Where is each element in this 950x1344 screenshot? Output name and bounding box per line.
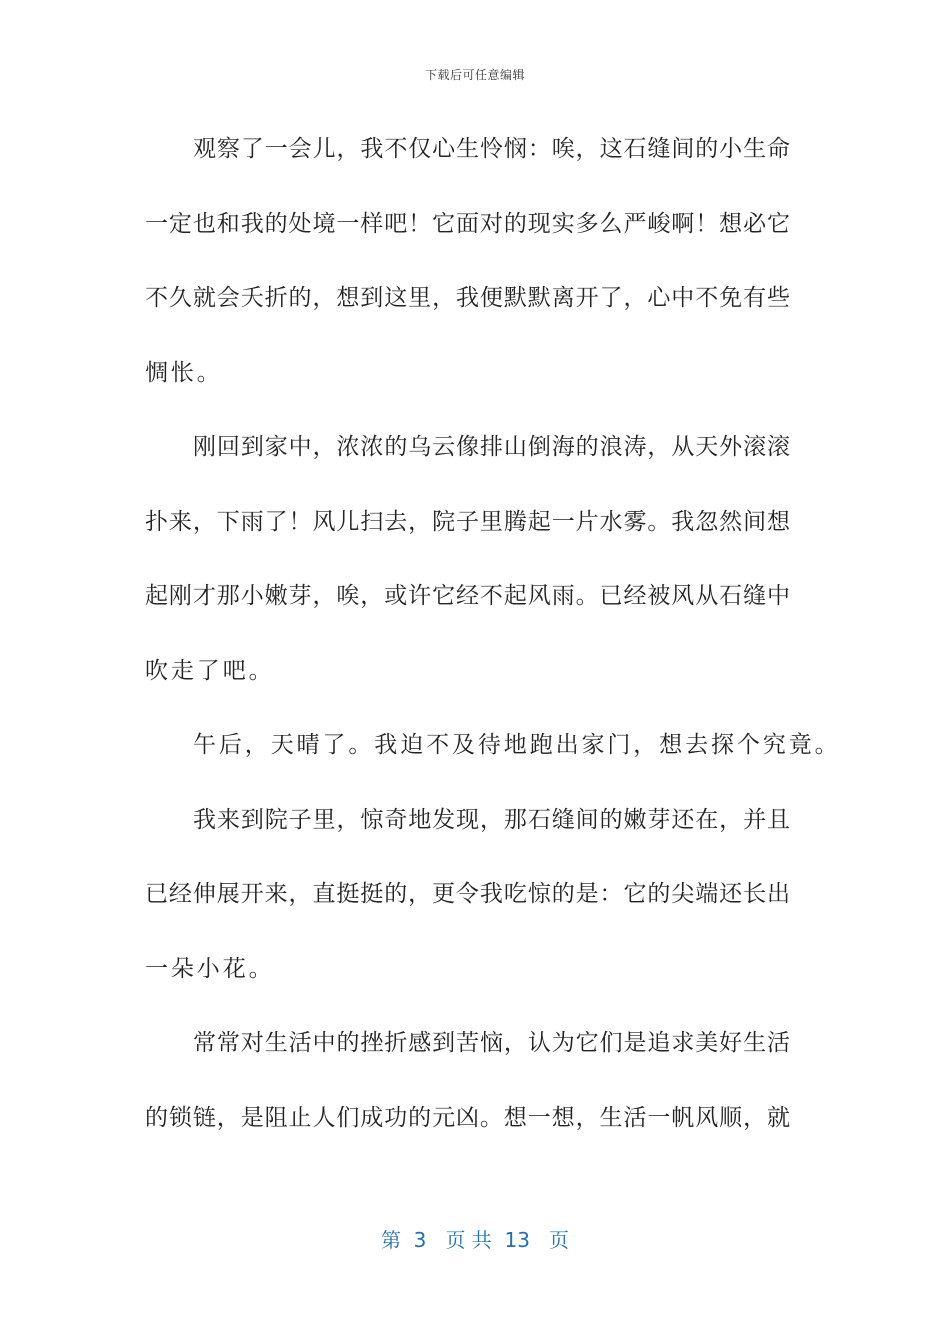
paragraph-line: 常常对生活中的挫折感到苦恼，认为它们是追求美好生活 [193, 1030, 790, 1056]
paragraph-line: 不久就会夭折的，想到这里，我便默默离开了，心中不免有些 [145, 285, 790, 311]
paragraph-line: 惆怅。 [145, 359, 223, 386]
paragraph-line: 已经伸展开来，直挺挺的，更令我吃惊的是：它的尖端还长出 [145, 881, 790, 907]
paragraph-line: 起刚才那小嫩芽，唉，或许它经不起风雨。已经被风从石缝中 [145, 583, 790, 609]
page-header-note: 下载后可任意编辑 [424, 68, 525, 82]
paragraph-line: 扑来，下雨了！风儿扫去，院子里腾起一片水雾。我忽然间想 [145, 508, 790, 535]
document-body [145, 112, 841, 1155]
paragraph-line: 吹走了吧。 [145, 657, 275, 684]
paragraph-line: 午后，天晴了。我迫不及待地跑出家门，想去探个究竟。 [193, 732, 841, 758]
paragraph-line: 一朵小花。 [145, 955, 275, 982]
paragraph-line: 刚回到家中，浓浓的乌云像排山倒海的浪涛，从天外滚滚 [193, 434, 790, 460]
page-number-footer: 第 3 页 共 13 页 [380, 1228, 570, 1252]
paragraph-line: 观察了一会儿，我不仅心生怜悯：唉，这石缝间的小生命 [193, 136, 790, 162]
paragraph-line: 的锁链，是阻止人们成功的元凶。想一想，生活一帆风顺，就 [145, 1104, 790, 1131]
paragraph-line: 一定也和我的处境一样吧！它面对的现实多么严峻啊！想必它 [145, 210, 790, 237]
paragraph-line: 我来到院子里，惊奇地发现，那石缝间的嫩芽还在，并且 [193, 806, 790, 833]
